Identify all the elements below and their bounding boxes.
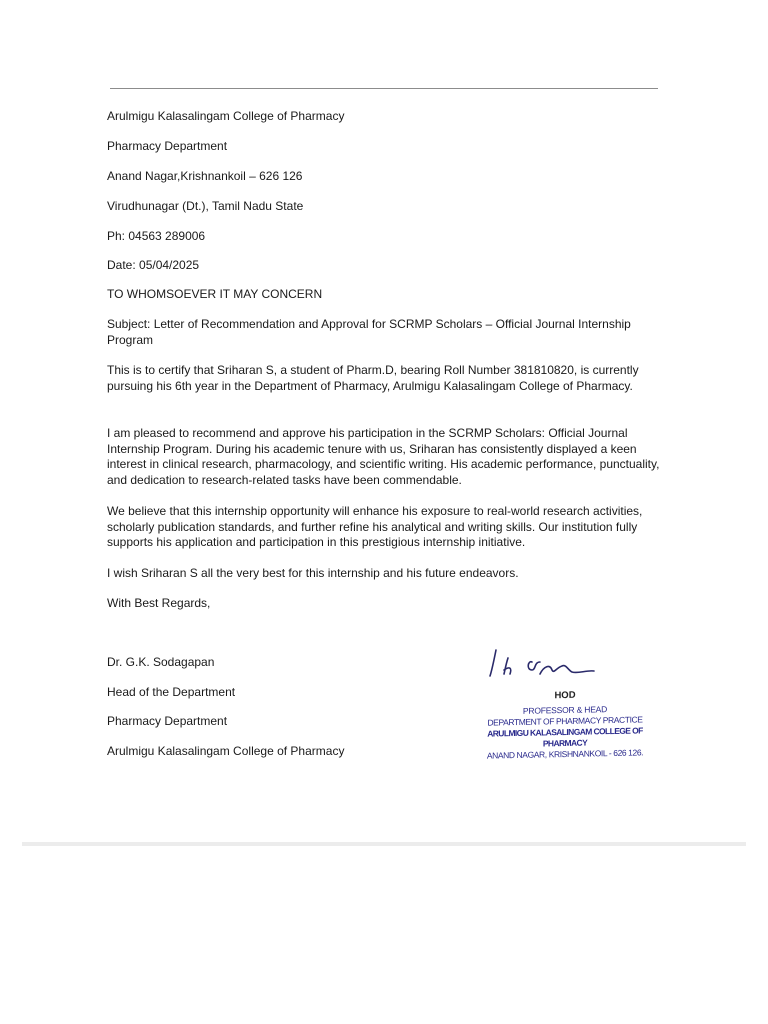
official-stamp [480, 688, 650, 762]
stamp-line-4: ANAND NAGAR, KRISHNANKOIL - 626 126. [486, 747, 644, 761]
stamp-hod: HOD [554, 689, 576, 702]
closing: With Best Regards, [107, 596, 211, 610]
body-paragraph-4: I wish Sriharan S all the very best for this internship and his future endeavors. [107, 566, 519, 580]
salutation: TO WHOMSOEVER IT MAY CONCERN [107, 287, 323, 301]
header-date: Date: 05/04/2025 [107, 258, 200, 272]
body-paragraph-1: This is to certify that Sriharan S, a student of Pharm.D, bearing Roll Number 381810820, is currently pursuing his 6th year in the Department of Pharmacy, Arulmigu Kalasalingam College of Pharmacy. [107, 363, 639, 393]
stamp-line-1: PROFESSOR & HEAD [522, 704, 608, 716]
signatory-college: Arulmigu Kalasalingam College of Pharmacy [107, 744, 345, 758]
stamp-line-3: ARULMIGU KALASALINGAM COLLEGE OF PHARMACY [487, 725, 643, 749]
stamp-line-2: DEPARTMENT OF PHARMACY PRACTICE [487, 714, 643, 728]
body-paragraph-3: We believe that this internship opportunity will enhance his exposure to real-world research activities, scholarly publication standards, and further refine his analytical and writing skills. Our institution fully supports his application and participation in this prestigious internship initiative. [107, 504, 643, 549]
header-college: Arulmigu Kalasalingam College of Pharmacy [107, 109, 345, 123]
subject-line: Subject: Letter of Recommendation and Approval for SCRMP Scholars – Official Journal Internship Program [107, 317, 631, 347]
top-divider [110, 88, 658, 89]
header-address-line2: Virudhunagar (Dt.), Tamil Nadu State [107, 199, 304, 213]
header-department: Pharmacy Department [107, 139, 228, 153]
signatory-title: Head of the Department [107, 685, 236, 699]
header-phone: Ph: 04563 289006 [107, 229, 206, 243]
bottom-divider [22, 842, 746, 846]
body-paragraph-2: I am pleased to recommend and approve his participation in the SCRMP Scholars: Official Journal Internship Program. During his academic tenure with us, Sriharan has consistently displayed a keen interest in clinical research, pharmacology, and scientific writing. His academic performance, punctuality, and dedication to research-related tasks have been commendable. [107, 426, 660, 487]
signatory-name: Dr. G.K. Sodagapan [107, 655, 215, 669]
signatory-department: Pharmacy Department [107, 714, 228, 728]
handwritten-signature [470, 640, 650, 680]
header-address-line1: Anand Nagar,Krishnankoil – 626 126 [107, 169, 303, 183]
